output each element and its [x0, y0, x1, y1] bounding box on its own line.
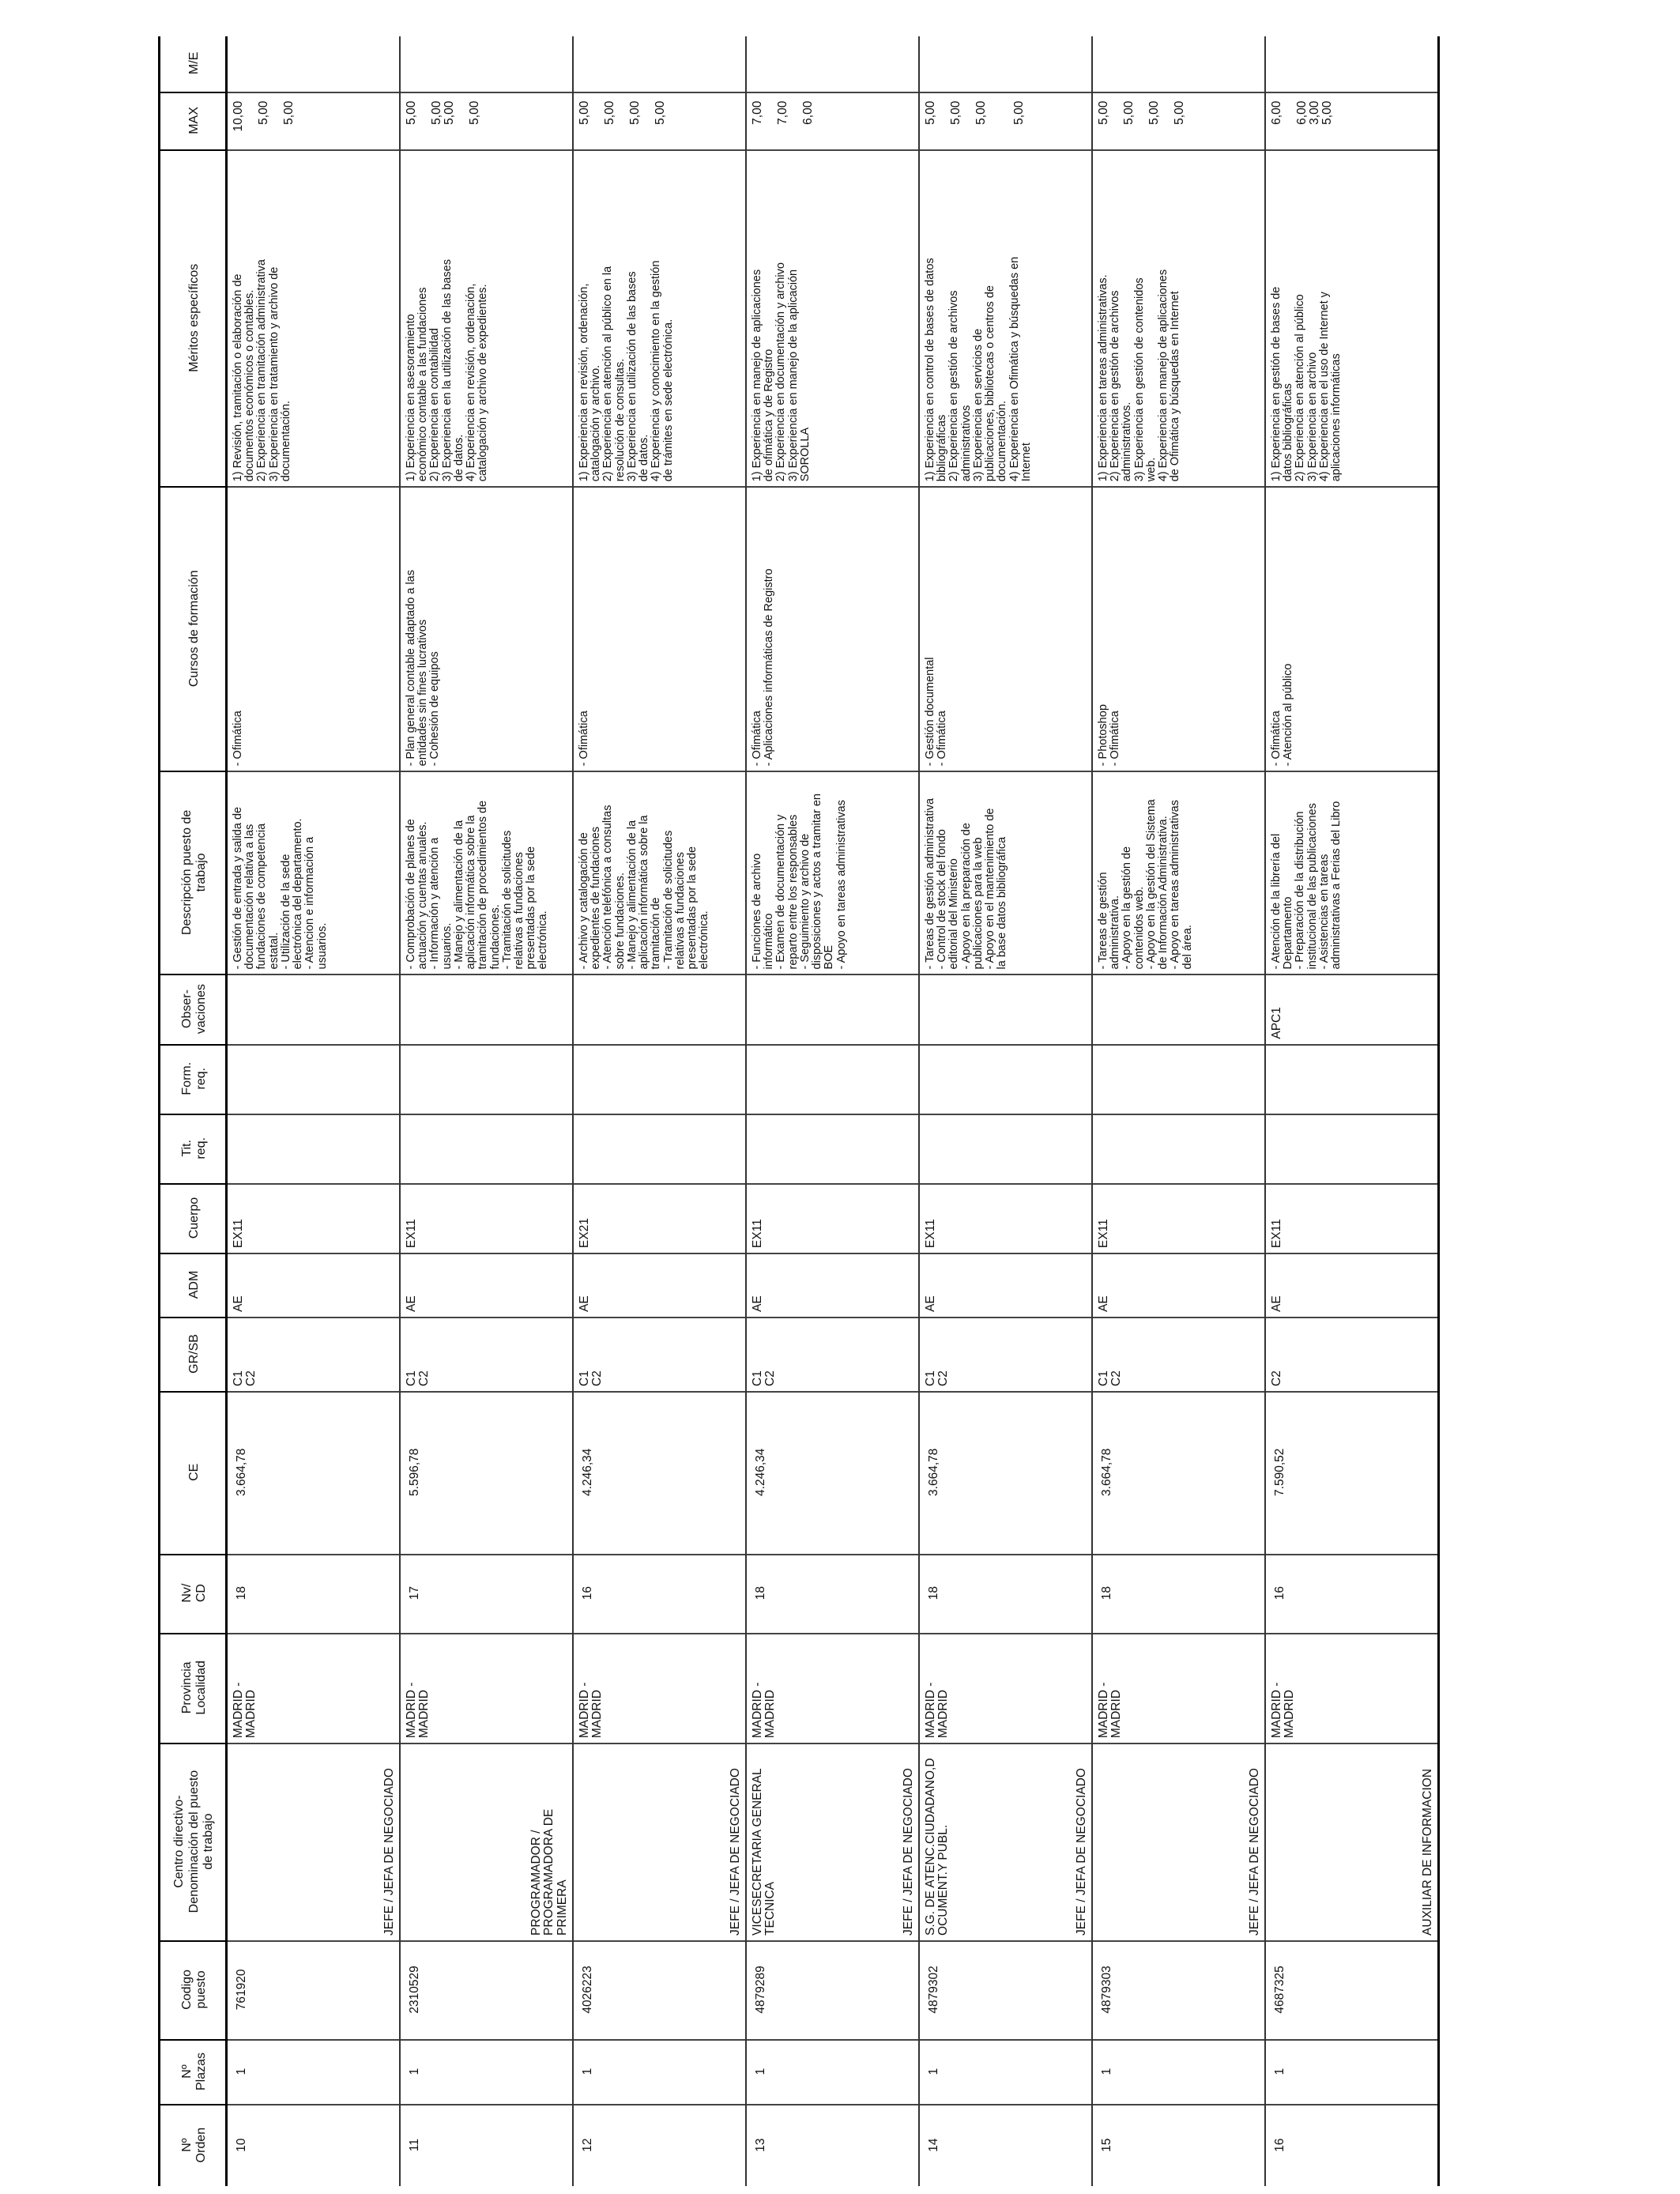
max-value: 5,00 — [282, 100, 296, 125]
col-header-centro: Centro directivo- Denominación del puesto de trabajo — [160, 1744, 227, 1941]
cell-formacion — [919, 1045, 1092, 1114]
cell-max — [1265, 92, 1439, 150]
cell-centro-puesto — [227, 1744, 401, 1941]
cell-centro-puesto — [1092, 1744, 1265, 1941]
cell-grupo: C1 C2 — [227, 1318, 401, 1392]
cell-adm: AE — [400, 1253, 573, 1318]
cell-orden: 16 — [1265, 2105, 1439, 2186]
cell-meritos: 1) Experiencia en asesoramiento económico contable a las fundaciones 2) Experiencia en contabilidad 3) Experiencia en la utilización de las bases de datos. 4) Experiencia en revisión, ordenación, catalogación y archivo de expedientes. — [400, 150, 573, 487]
cell-cuerpo: EX11 — [746, 1184, 919, 1253]
cell-meritos: 1) Revisión, tramitación o elaboración de documentos económicos o contables. 2) Experiencia en tramitación administrativa 3) Experiencia en tratamiento y archivo de documentación. — [227, 150, 401, 487]
cell-max — [919, 92, 1092, 150]
cell-adm: AE — [746, 1253, 919, 1318]
cell-descripcion: - Tareas de gestión administrativa. - Apoyo en la gestión de contenidos web. - Apoyo en la gestión del Sistema de Información Administrativa. - Apoyo en tareas administrativas del área. — [1092, 771, 1265, 974]
centro-directivo-label: S.G. DE ATENC.CIUDADANO,D OCUMENT.Y PUBL. — [924, 1758, 951, 1936]
max-value: 3,00 — [1308, 100, 1321, 125]
cell-meritos: 1) Experiencia en revisión, ordenación, catalogación y archivo. 2) Experiencia en atención al público en la resolución de consultas. 3) Experiencia en utilización de las bases de datos. 4) Experiencia y conocimiento en la gestión de trámites en sede electrónica. — [573, 150, 746, 487]
cell-grupo: C1 C2 — [746, 1318, 919, 1392]
cell-cursos: - Ofimática — [573, 487, 746, 771]
max-value: 5,00 — [1122, 100, 1136, 125]
cell-plazas: 1 — [573, 2040, 746, 2105]
centro-directivo-label: VICESECRETARIA GENERAL TECNICA — [751, 1768, 778, 1936]
cell-codigo: 4026223 — [573, 1941, 746, 2040]
max-value: 5,00 — [654, 100, 667, 125]
cell-observaciones — [573, 974, 746, 1044]
cell-ce: 3.664,78 — [919, 1392, 1092, 1555]
cell-centro-puesto — [400, 1744, 573, 1941]
cell-orden: 10 — [227, 2105, 401, 2186]
cell-max — [1092, 92, 1265, 150]
cell-provincia: MADRID - MADRID — [400, 1634, 573, 1744]
cell-plazas: 1 — [746, 2040, 919, 2105]
max-value: 5,00 — [1147, 100, 1161, 125]
cell-nivel: 16 — [1265, 1555, 1439, 1634]
cell-descripcion: - Gestión de entrada y salida de documentación relativa a las fundaciones de competencia estatal. - Utilización de la sede electrónica del departamento. - Atencion e información a usuarios. — [227, 771, 401, 974]
cell-orden: 14 — [919, 2105, 1092, 2186]
cell-observaciones — [746, 974, 919, 1044]
puesto-name: AUXILIAR DE INFORMACION — [1420, 1768, 1434, 1936]
cell-provincia: MADRID - MADRID — [227, 1634, 401, 1744]
cell-meritos: 1) Experiencia en manejo de aplicaciones de ofimática y de Registro 2) Experiencia en documentación y archivo 3) Experiencia en manejo de la aplicación SOROLLA — [746, 150, 919, 487]
max-value: 6,00 — [1295, 100, 1309, 125]
cell-provincia: MADRID - MADRID — [1092, 1634, 1265, 1744]
cell-ce: 7.590,52 — [1265, 1392, 1439, 1555]
cell-plazas: 1 — [1092, 2040, 1265, 2105]
puesto-name: JEFE / JEFA DE NEGOCIADO — [1247, 1768, 1261, 1936]
cell-observaciones — [1092, 974, 1265, 1044]
max-value: 5,00 — [924, 100, 937, 125]
cell-me — [919, 36, 1092, 92]
cell-observaciones — [227, 974, 401, 1044]
cell-descripcion: - Funciones de archivo informático - Examen de documentación y reparto entre los responsables - Seguimiento y archivo de disposiciones y actos a tramitar en BOE - Apoyo en tareas administrativas — [746, 771, 919, 974]
table-row — [919, 36, 1092, 2186]
cell-adm: AE — [227, 1253, 401, 1318]
cell-grupo: C1 C2 — [1092, 1318, 1265, 1392]
table-row — [1092, 36, 1265, 2186]
cell-nivel: 16 — [573, 1555, 746, 1634]
max-value — [642, 96, 654, 145]
cell-centro-puesto — [1265, 1744, 1439, 1941]
cell-centro-puesto — [573, 1744, 746, 1941]
cell-titulo — [1092, 1114, 1265, 1184]
max-value — [591, 96, 604, 145]
cell-max — [400, 92, 573, 150]
max-value — [456, 96, 469, 145]
max-value — [616, 96, 629, 145]
table-row — [227, 36, 401, 2186]
cell-cursos: - Plan general contable adaptado a las entidades sin fines lucrativos - Cohesión de equipos — [400, 487, 573, 771]
max-value: 5,00 — [578, 100, 591, 125]
cell-titulo — [746, 1114, 919, 1184]
cell-me — [1265, 36, 1439, 92]
max-value — [1000, 96, 1013, 145]
cell-orden: 12 — [573, 2105, 746, 2186]
max-value: 5,00 — [1173, 100, 1186, 125]
cell-adm: AE — [573, 1253, 746, 1318]
cell-cuerpo: EX21 — [573, 1184, 746, 1253]
cell-adm: AE — [1092, 1253, 1265, 1318]
table-row — [1265, 36, 1439, 2186]
cell-ce: 5.596,78 — [400, 1392, 573, 1555]
cell-cursos: - Ofimática - Aplicaciones informáticas de Registro — [746, 487, 919, 771]
col-header-formacion: Form. req. — [160, 1045, 227, 1114]
cell-descripcion: - Tareas de gestión administrativa - Control de stock del fondo editorial del Ministerio - Apoyo en la preparación de publicaciones para la web - Apoyo en el mantenimiento de la base datos bibliográfica — [919, 771, 1092, 974]
cell-grupo: C2 — [1265, 1318, 1439, 1392]
cell-codigo: 4879303 — [1092, 1941, 1265, 2040]
cell-meritos: 1) Experiencia en tareas administrativas. 2) Experiencia en gestión de archivos administrativos. 3) Experiencia en gestión de contenidos web. 4) Experiencia en manejo de aplicaciones de Ofimática y búsquedas en Internet — [1092, 150, 1265, 487]
cell-plazas: 1 — [1265, 2040, 1439, 2105]
max-value: 5,00 — [1012, 100, 1026, 125]
cell-ce: 3.664,78 — [1092, 1392, 1265, 1555]
cell-me — [400, 36, 573, 92]
cell-ce: 4.246,34 — [746, 1392, 919, 1555]
cell-cursos: - Ofimática — [227, 487, 401, 771]
max-value — [937, 96, 950, 145]
cell-me — [746, 36, 919, 92]
max-value: 5,00 — [1320, 100, 1334, 125]
cell-codigo: 4687325 — [1265, 1941, 1439, 2040]
cell-meritos: 1) Experiencia en gestión de bases de datos bibliográficas 2) Experiencia en atención al público 3) Experiencia en archivo 4) Experiencia en el uso de Internet y aplicaciones informáticas — [1265, 150, 1439, 487]
cell-max — [227, 92, 401, 150]
table-body — [227, 36, 1439, 2186]
cell-me — [573, 36, 746, 92]
col-header-orden: Nº Orden — [160, 2105, 227, 2186]
cell-plazas: 1 — [227, 2040, 401, 2105]
table-row — [746, 36, 919, 2186]
cell-provincia: MADRID - MADRID — [573, 1634, 746, 1744]
cell-observaciones: APC1 — [1265, 974, 1439, 1044]
cell-titulo — [227, 1114, 401, 1184]
table-row — [400, 36, 573, 2186]
cell-max — [746, 92, 919, 150]
max-value: 5,00 — [430, 100, 443, 125]
cell-meritos: 1) Experiencia en control de bases de datos bibliográficas 2) Experiencia en gestión de archivos administrativos 3) Experiencia en servicios de publicaciones, bibliotecas o centros de documentación. 4) Experiencia en Ofimática y búsquedas en Internet — [919, 150, 1092, 487]
cell-titulo — [919, 1114, 1092, 1184]
col-header-ce: CE — [160, 1392, 227, 1555]
puesto-name: JEFE / JEFA DE NEGOCIADO — [901, 1768, 915, 1936]
cell-titulo — [573, 1114, 746, 1184]
cell-formacion — [746, 1045, 919, 1114]
max-value — [1136, 96, 1148, 145]
cell-formacion — [227, 1045, 401, 1114]
cell-plazas: 1 — [919, 2040, 1092, 2105]
cell-cuerpo: EX11 — [919, 1184, 1092, 1253]
col-header-provincia: Provincia Localidad — [160, 1634, 227, 1744]
cell-centro-puesto — [919, 1744, 1092, 1941]
cell-formacion — [1265, 1045, 1439, 1114]
cell-adm: AE — [1265, 1253, 1439, 1318]
max-value — [988, 96, 1000, 145]
cell-descripcion: - Archivo y catalogación de expedientes de fundaciones - Atención telefónica a consultas sobre fundaciones. - Manejo y alimentación de la aplicación informática sobre la tramitación de - Tramitación de solicitudes relativas a fundaciones presentadas por la sede electrónica. — [573, 771, 746, 974]
cell-orden: 15 — [1092, 2105, 1265, 2186]
max-value — [245, 96, 258, 145]
col-header-cuerpo: Cuerpo — [160, 1184, 227, 1253]
cell-descripcion: - Comprobación de planes de actuación y cuentas anuales. - Información y atención a usuarios. - Manejo y alimentación de la aplicación informática sobre la tramitación de procedimientos de fundaciones. - Tramitación de solicitudes relativas a fundaciones presentadas por la sede electrónica. — [400, 771, 573, 974]
cell-nivel: 18 — [919, 1555, 1092, 1634]
max-value: 10,00 — [232, 100, 245, 132]
cell-ce: 4.246,34 — [573, 1392, 746, 1555]
col-header-me: M/E — [160, 36, 227, 92]
cell-cuerpo: EX11 — [227, 1184, 401, 1253]
cell-orden: 11 — [400, 2105, 573, 2186]
cell-grupo: C1 C2 — [573, 1318, 746, 1392]
cell-titulo — [1265, 1114, 1439, 1184]
col-header-meritos: Méritos específicos — [160, 150, 227, 487]
max-value: 5,00 — [1097, 100, 1110, 125]
col-header-cursos: Cursos de formación — [160, 487, 227, 771]
cell-codigo: 4879289 — [746, 1941, 919, 2040]
col-header-grupo: GR/SB — [160, 1318, 227, 1392]
col-header-observaciones: Obser- vaciones — [160, 974, 227, 1044]
cell-cuerpo: EX11 — [400, 1184, 573, 1253]
cell-grupo: C1 C2 — [919, 1318, 1092, 1392]
cell-max — [573, 92, 746, 150]
cell-me — [227, 36, 401, 92]
cell-nivel: 18 — [227, 1555, 401, 1634]
max-value: 5,00 — [257, 100, 270, 125]
max-value — [418, 96, 431, 145]
col-header-titulo: Tit. req. — [160, 1114, 227, 1184]
cell-provincia: MADRID - MADRID — [746, 1634, 919, 1744]
cell-codigo: 4879302 — [919, 1941, 1092, 2040]
cell-observaciones — [400, 974, 573, 1044]
max-value — [764, 96, 777, 145]
table-header-row — [160, 36, 227, 2186]
max-value — [789, 96, 802, 145]
max-value: 5,00 — [628, 100, 642, 125]
cell-formacion — [573, 1045, 746, 1114]
cell-cuerpo: EX11 — [1092, 1184, 1265, 1253]
cell-cursos: - Photoshop - Ofimática — [1092, 487, 1265, 771]
cell-provincia: MADRID - MADRID — [1265, 1634, 1439, 1744]
puesto-name: JEFE / JEFA DE NEGOCIADO — [1074, 1768, 1088, 1936]
job-positions-table — [158, 36, 1440, 2186]
max-value: 5,00 — [468, 100, 481, 125]
col-header-adm: ADM — [160, 1253, 227, 1318]
max-value: 6,00 — [801, 100, 815, 125]
cell-me — [1092, 36, 1265, 92]
cell-plazas: 1 — [400, 2040, 573, 2105]
table-row — [573, 36, 746, 2186]
cell-orden: 13 — [746, 2105, 919, 2186]
cell-codigo: 761920 — [227, 1941, 401, 2040]
cell-grupo: C1 C2 — [400, 1318, 573, 1392]
col-header-nivel: Nv/ CD — [160, 1555, 227, 1634]
max-value: 6,00 — [1270, 100, 1283, 125]
col-header-plazas: Nº Plazas — [160, 2040, 227, 2105]
max-value: 7,00 — [776, 100, 789, 125]
puesto-name: PROGRAMADOR / PROGRAMADORA DE PRIMERA — [529, 1808, 569, 1936]
cell-codigo: 2310529 — [400, 1941, 573, 2040]
cell-observaciones — [919, 974, 1092, 1044]
max-value — [1110, 96, 1123, 145]
max-value: 5,00 — [443, 100, 456, 125]
max-value — [962, 96, 975, 145]
cell-nivel: 17 — [400, 1555, 573, 1634]
cell-cursos: - Gestión documental - Ofimática — [919, 487, 1092, 771]
cell-adm: AE — [919, 1253, 1092, 1318]
max-value — [1283, 96, 1296, 145]
max-value — [270, 96, 283, 145]
cell-centro-puesto — [746, 1744, 919, 1941]
max-value: 5,00 — [405, 100, 418, 125]
col-header-codigo: Codigo puesto — [160, 1941, 227, 2040]
max-value: 5,00 — [603, 100, 616, 125]
col-header-max: MAX — [160, 92, 227, 150]
max-value: 5,00 — [949, 100, 962, 125]
cell-nivel: 18 — [1092, 1555, 1265, 1634]
max-value: 7,00 — [751, 100, 764, 125]
cell-formacion — [1092, 1045, 1265, 1114]
col-header-descripcion: Descripción puesto de trabajo — [160, 771, 227, 974]
cell-nivel: 18 — [746, 1555, 919, 1634]
cell-formacion — [400, 1045, 573, 1114]
puesto-name: JEFE / JEFA DE NEGOCIADO — [728, 1768, 742, 1936]
cell-titulo — [400, 1114, 573, 1184]
max-value — [1161, 96, 1173, 145]
cell-provincia: MADRID - MADRID — [919, 1634, 1092, 1744]
puesto-name: JEFE / JEFA DE NEGOCIADO — [382, 1768, 396, 1936]
cell-cuerpo: EX11 — [1265, 1184, 1439, 1253]
max-value: 5,00 — [974, 100, 988, 125]
cell-ce: 3.664,78 — [227, 1392, 401, 1555]
cell-descripcion: - Atención de la librería del Departamento - Preparación de la distribución institucional de las publicaciones - Asistencias en tareas administrativas a Ferias del Libro — [1265, 771, 1439, 974]
cell-cursos: - Ofimática - Atención al público — [1265, 487, 1439, 771]
